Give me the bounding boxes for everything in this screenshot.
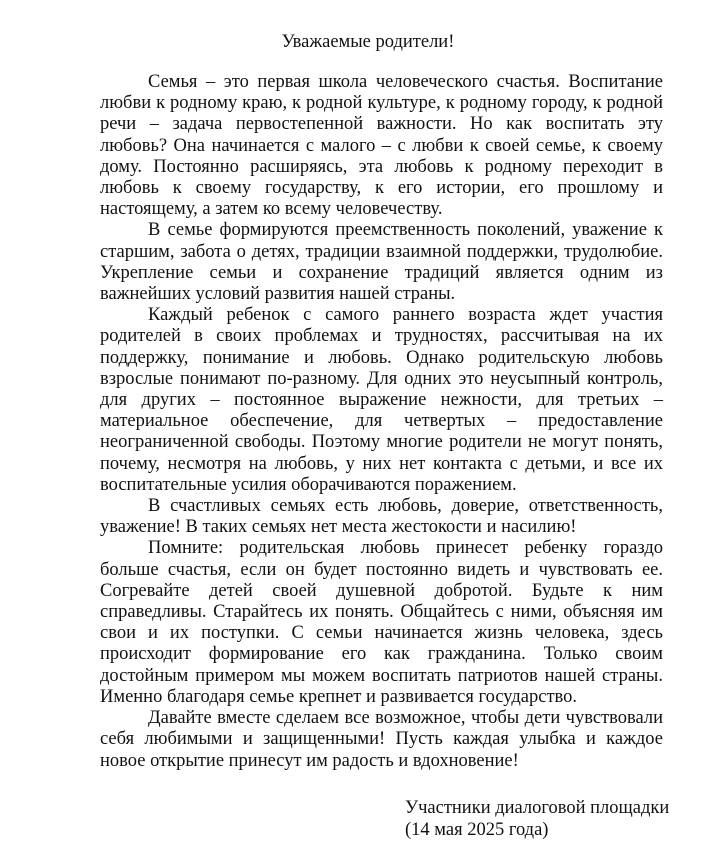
signature-date: (14 мая 2025 года)	[405, 820, 549, 840]
paragraph-remember: Помните: родительская любовь принесет ребенку гораздо больше счастья, если он будет постоянно видеть и чувствовать ее. Согревайте детей своей душевной добротой. Будьте к ним справедливы. Старайтесь их понять. Общайтесь с ними, объясняя им свои и их поступки. С семьи начинается жизнь человека, здесь происходит формирование его как гражданина. Только своим достойным примером мы можем воспитать патриотов нашей страны. Именно благодаря семье крепнет и развивается государство.	[100, 538, 663, 707]
paragraph-parental-love: Каждый ребенок с самого раннего возраста ждет участия родителей в своих проблемах и трудностях, рассчитывая на их поддержку, понимание и любовь. Однако родительскую любовь взрослые понимают по-разному. Для одних это неусыпный контроль, для других – постоянное выражение нежности, для третьих – материальное обеспечение, для четвертых – предоставление неограниченной свободы. Поэтому многие родители не могут понять, почему, несмотря на любовь, у них нет контакта с детьми, и все их воспитательные усилия оборачиваются поражением.	[100, 305, 663, 495]
paragraph-family-first-school: Семья – это первая школа человеческого счастья. Воспитание любви к родному краю, к родной культуре, к родному городу, к родной речи – задача первостепенной важности. Но как воспитать эту любовь? Она начинается с малого – с любви к своей семье, к своему дому. Постоянно расширяясь, эта любовь к родному переходит в любовь к своему государству, к его истории, его прошлому и настоящему, а затем ко всему человечеству.	[100, 72, 663, 220]
document-body	[100, 72, 663, 772]
signature-block	[405, 797, 669, 841]
paragraph-happy-families: В счастливых семьях есть любовь, доверие, ответственность, уважение! В таких семьях нет места жестокости и насилию!	[100, 496, 663, 538]
signature-author: Участники диалоговой площадки	[405, 798, 670, 818]
paragraph-call-to-action: Давайте вместе сделаем все возможное, чтобы дети чувствовали себя любимыми и защищенными! Пусть каждая улыбка и каждое новое открытие принесут им радость и вдохновение!	[100, 708, 663, 771]
document-title: Уважаемые родители!	[281, 32, 455, 52]
paragraph-generational-continuity: В семье формируются преемственность поколений, уважение к старшим, забота о детях, традиции взаимной поддержки, трудолюбие. Укрепление семьи и сохранение традиций является одним из важнейших условий развития нашей страны.	[100, 220, 663, 305]
